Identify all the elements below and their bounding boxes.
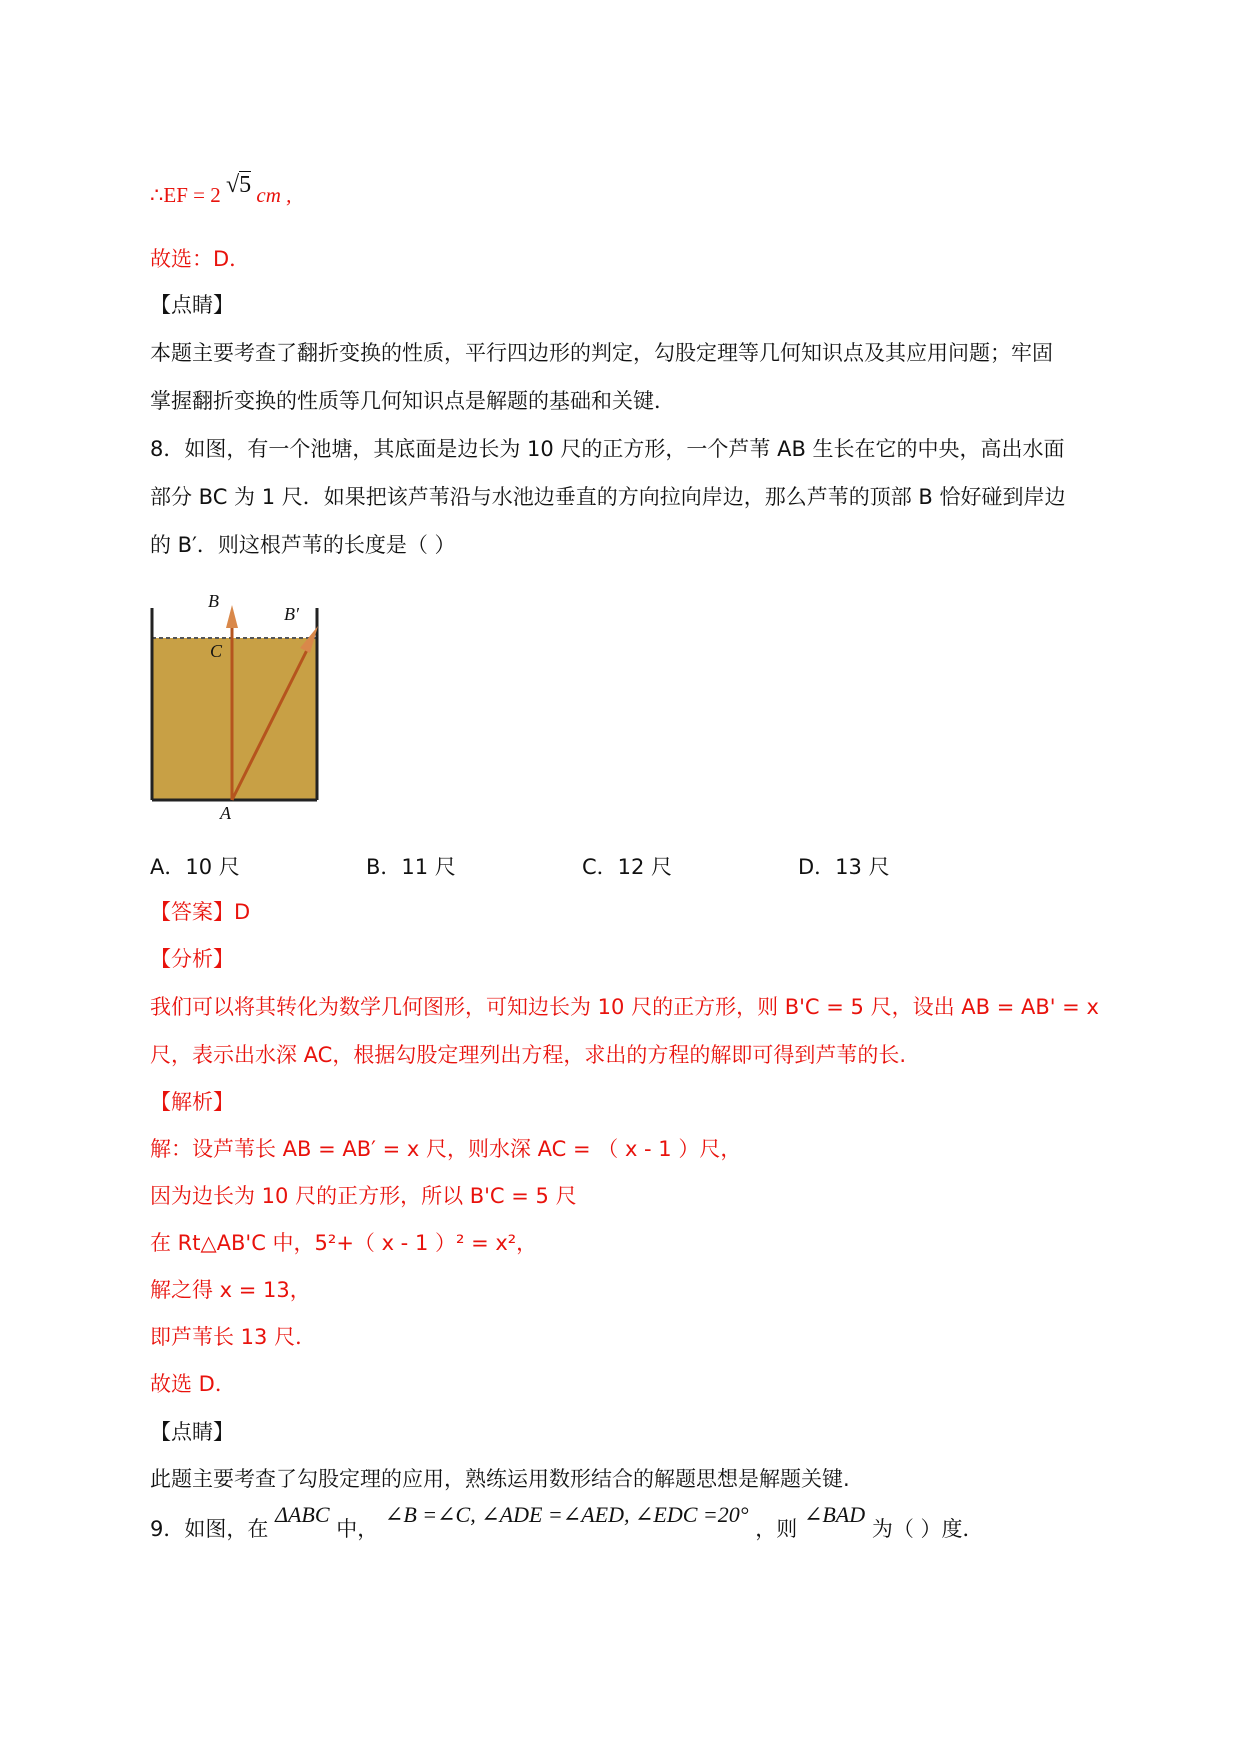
ef-unit: cm , [256, 183, 292, 207]
comment-line-1: 本题主要考查了翻折变换的性质，平行四边形的判定，勾股定理等几何知识点及其应用问题；牢固 [150, 341, 1053, 365]
solution-line-5: 即芦苇长 13 尺． [150, 1325, 317, 1349]
sqrt-radicand: 5 [239, 172, 252, 198]
q9-conditions: ∠B =∠C, ∠ADE =∠AED, ∠EDC =20° [384, 1502, 749, 1527]
comment-header: 【点睛】 [150, 293, 234, 317]
label-b: B [208, 593, 219, 611]
label-a: A [220, 803, 231, 823]
ef-prefix: ∴EF = 2 [150, 183, 221, 207]
q9-mid: 中， [336, 1517, 379, 1541]
q9-prefix: 9．如图，在 [150, 1517, 269, 1541]
analysis-header: 【分析】 [150, 947, 234, 971]
label-c: C [210, 641, 223, 661]
q9-angle: ∠BAD [803, 1502, 866, 1527]
sqrt-expression: √5 [225, 172, 252, 198]
q8-line-3: 的 B′．则这根芦苇的长度是（ ） [150, 533, 456, 557]
q8-line-1: 8．如图，有一个池塘，其底面是边长为 10 尺的正方形，一个芦苇 AB 生长在它的中央，高出水面 [150, 437, 1065, 461]
pond-figure [148, 593, 333, 825]
label-b-prime: B′ [284, 604, 299, 624]
option-d[interactable]: D．13 尺 [798, 855, 890, 879]
analysis-line-1: 我们可以将其转化为数学几何图形，可知边长为 10 尺的正方形，则 B'C = 5 尺，设出 AB = AB' = x [150, 995, 1099, 1019]
solution-line-4: 解之得 x = 13， [150, 1278, 311, 1302]
solution-line-2: 因为边长为 10 尺的正方形，所以 B'C = 5 尺 [150, 1184, 577, 1208]
answer-line: 【答案】D [150, 900, 251, 924]
option-c[interactable]: C．12 尺 [582, 855, 673, 879]
water-fill [152, 638, 317, 800]
option-b[interactable]: B．11 尺 [366, 855, 456, 879]
option-a[interactable]: A．10 尺 [150, 855, 240, 879]
pond-diagram [148, 593, 333, 825]
solution-line-3: 在 Rt△AB'C 中，5²+（ x - 1 ）² = x²， [150, 1231, 538, 1255]
comment-line-2: 掌握翻折变换的性质等几何知识点是解题的基础和关键． [150, 389, 675, 413]
q9-then: ，则 [755, 1517, 798, 1541]
solution-header: 【解析】 [150, 1090, 234, 1114]
analysis-line-2: 尺，表示出水深 AC，根据勾股定理列出方程，求出的方程的解即可得到芦苇的长. [150, 1043, 907, 1067]
q9-triangle: ΔABC [275, 1502, 330, 1527]
solution-line-6: 故选 D． [150, 1372, 236, 1396]
solution-line-1: 解：设芦苇长 AB = AB′ = x 尺，则水深 AC = （ x - 1 ）尺， [150, 1137, 742, 1161]
ef-result-line [150, 172, 292, 210]
q8-line-2: 部分 BC 为 1 尺．如果把该芦苇沿与水池边垂直的方向拉向岸边，那么芦苇的顶部 B 恰好碰到岸边 [150, 485, 1066, 509]
q9-line [150, 1502, 984, 1544]
q9-suffix: 为（ ）度． [871, 1517, 984, 1541]
choose-line: 故选：D． [150, 247, 251, 271]
q8-comment-line: 此题主要考查了勾股定理的应用，熟练运用数形结合的解题思想是解题关键. [150, 1467, 850, 1491]
q8-comment-header: 【点睛】 [150, 1420, 234, 1444]
reed-tip-top [226, 605, 238, 628]
